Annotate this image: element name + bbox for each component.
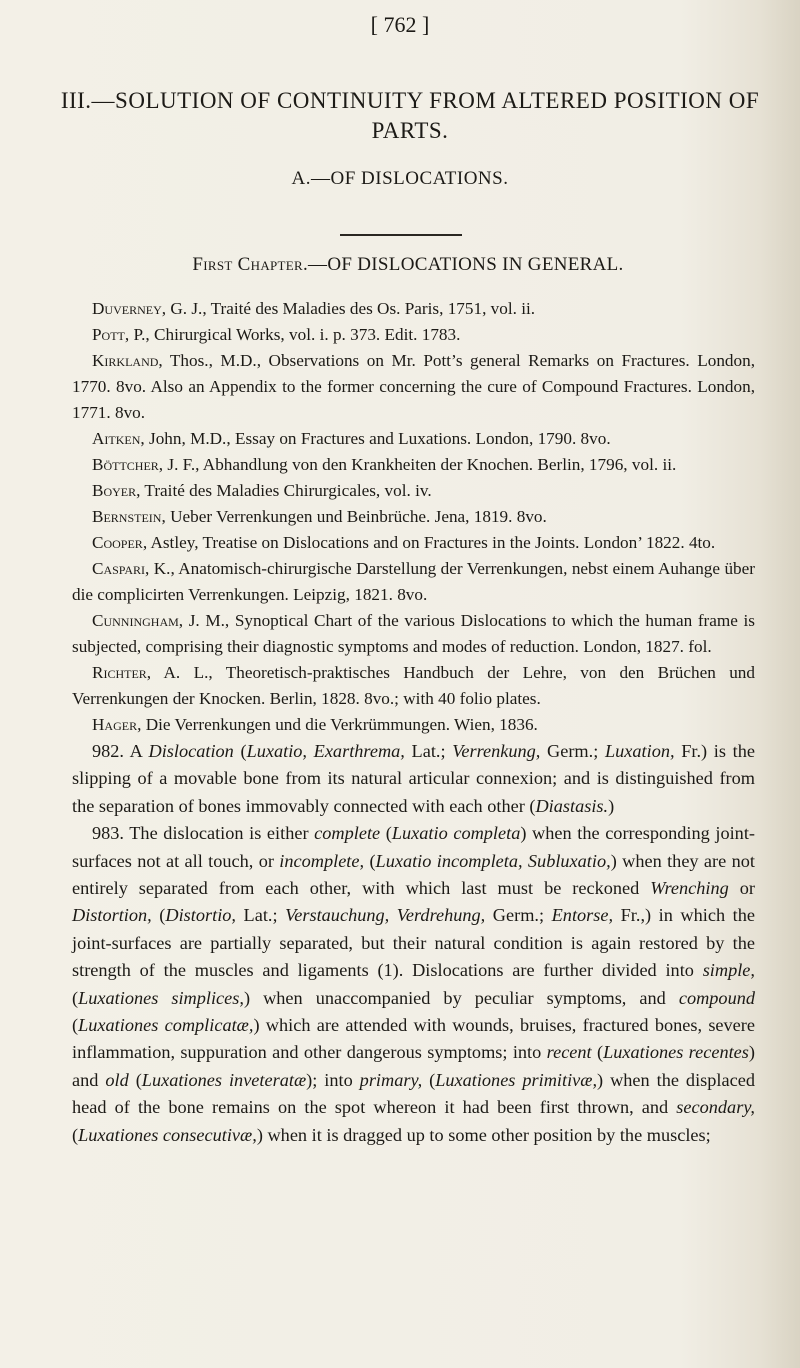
reference-details: , Traité des Maladies Chirurgicales, vol. iv.	[136, 481, 432, 500]
paragraph-983: 983. The dislocation is either complete (Luxatio completa) when the corresponding joint-surfaces not at all touch, or incomplete, (Luxatio incompleta, Subluxatio,) when they are not entirely separated from each other, with which last must be reckoned Wrenching or Distortion, (Distortio, Lat.; Verstauchung, Verdrehung, Germ.; Entorse, Fr.,) in which the joint-surfaces are partially separated, but their natural condition is again restored by the strength of the muscles and ligaments (1). Dislocations are further divided into simple, (Luxationes simplices,) when unaccompanied by peculiar symptoms, and compound (Luxationes complicatæ,) which are attended with wounds, bruises, fractured bones, severe inflammation, suppuration and other dangerous symptoms; into recent (Luxationes recentes) and old (Luxationes inveteratæ); into primary, (Luxationes primitivæ,) when the displaced head of the bone remains on the spot whereon it had been first thrown, and secondary, (Luxationes consecutivæ,) when it is dragged up to some other position by the muscles;	[72, 823, 756, 1145]
reference-author: Kirkland	[92, 351, 159, 370]
reference-details: , Ueber Verrenkungen und Beinbrüche. Jena, 1819. 8vo.	[161, 507, 547, 526]
reference-author: Cunningham	[92, 611, 179, 630]
reference-author: Pott	[92, 325, 125, 344]
reference-author: Böttcher	[92, 455, 159, 474]
reference-entry	[72, 478, 755, 504]
page-body	[72, 296, 755, 1149]
reference-entry	[72, 608, 755, 660]
reference-entry	[72, 556, 755, 608]
section-heading: III.—SOLUTION OF CONTINUITY FROM ALTERED POSITION OF PARTS.	[60, 88, 760, 143]
reference-details: , K., Anatomisch-chirurgische Darstellung der Verrenkungen, nebst einem Auhange über die complicirten Verrenkungen. Leipzig, 1821. 8vo.	[72, 559, 755, 604]
reference-entry	[72, 530, 755, 556]
reference-details: , Astley, Treatise on Dislocations and on Fractures in the Joints. London’ 1822. 4to.	[142, 533, 716, 552]
reference-author: Duverney	[92, 299, 162, 318]
reference-details: , A. L., Theoretisch-praktisches Handbuch der Lehre, von den Brüchen und Verrenkungen der Knocken. Berlin, 1828. 8vo.; with 40 folio plates.	[72, 663, 755, 708]
reference-entry	[72, 348, 755, 426]
paragraph-982: 982. A Dislocation (Luxatio, Exarthrema, Lat.; Verrenkung, Germ.; Luxation, Fr.) is the slipping of a movable bone from its natural articular connexion; and is distinguished from the separation of bones immovably connected with each other (Diastasis.)	[72, 741, 755, 816]
reference-entry	[72, 660, 755, 712]
reference-author: Hager	[92, 715, 138, 734]
divider-rule	[340, 234, 462, 236]
page-number: [ 762 ]	[370, 12, 430, 37]
reference-details: , Die Verrenkungen und die Verkrümmungen. Wien, 1836.	[137, 715, 538, 734]
reference-entry	[72, 426, 755, 452]
reference-details: , J. F., Abhandlung von den Krankheiten der Knochen. Berlin, 1796, vol. ii.	[158, 455, 677, 474]
reference-details: , G. J., Traité des Maladies des Os. Paris, 1751, vol. ii.	[161, 299, 536, 318]
chapter-heading: First Chapter.—OF DISLOCATIONS IN GENERAL.	[192, 254, 624, 275]
reference-entry	[72, 452, 755, 478]
reference-list	[72, 296, 755, 738]
reference-author: Aitken	[92, 429, 141, 448]
reference-entry	[72, 322, 755, 348]
reference-details: , John, M.D., Essay on Fractures and Luxations. London, 1790. 8vo.	[140, 429, 611, 448]
reference-details: , Thos., M.D., Observations on Mr. Pott’s general Remarks on Fractures. London, 1770. 8vo. Also an Appendix to the former concerning the cure of Compound Fractures. London, 1771. 8vo.	[72, 351, 755, 422]
reference-author: Richter	[92, 663, 147, 682]
subsection-heading: A.—OF DISLOCATIONS.	[291, 168, 509, 189]
reference-entry	[72, 296, 755, 322]
reference-details: , P., Chirurgical Works, vol. i. p. 373. Edit. 1783.	[124, 325, 461, 344]
reference-entry	[72, 504, 755, 530]
reference-author: Cooper	[92, 533, 143, 552]
reference-author: Boyer	[92, 481, 137, 500]
reference-author: Caspari	[92, 559, 146, 578]
reference-author: Bernstein	[92, 507, 162, 526]
reference-entry	[72, 712, 755, 738]
reference-details: , J. M., Synoptical Chart of the various Dislocations to which the human frame is subjected, comprising their diagnostic symptoms and modes of reduction. London, 1827. fol.	[72, 611, 755, 656]
